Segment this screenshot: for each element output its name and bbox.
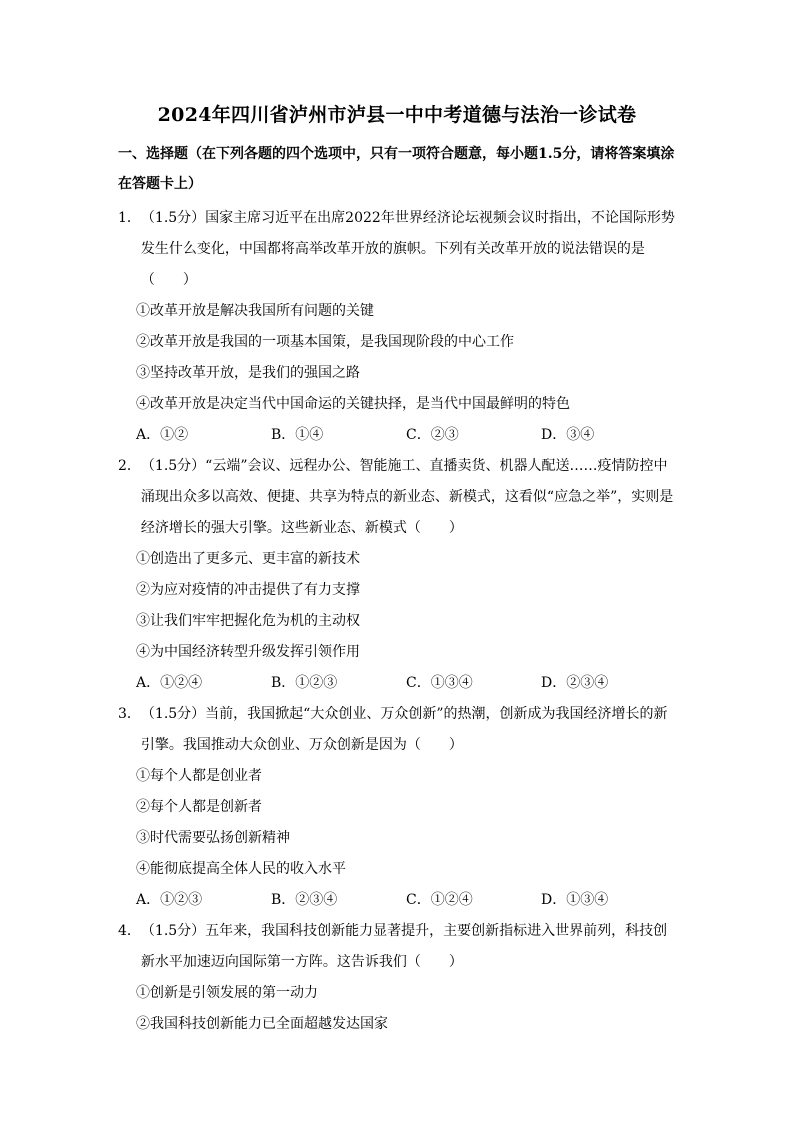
answer-option: D．①③④ [541,892,609,908]
question [118,916,676,1040]
question-text: （1.5分）五年来，我国科技创新能力显著提升，主要创新指标进入世界前列，科技创新水平加速迈向国际第一方阵。这告诉我们（ ） [140,923,668,970]
statement-item: ②为应对疫情的冲击提供了有力支撑 [136,582,360,598]
statement-item: ①每个人都是创业者 [136,768,262,784]
statement-item: ③让我们牢牢把握化危为机的主动权 [136,613,360,629]
answer-options [118,885,676,916]
question-number: 1． [118,210,141,226]
answer-option: A．①②④ [136,675,203,691]
statement-item: ②改革开放是我国的一项基本国策，是我国现阶段的中心工作 [136,334,514,350]
question-list [118,203,676,1040]
answer-option: A．①② [136,427,189,443]
statement-item: ①创造出了更多元、更丰富的新技术 [136,551,360,567]
answer-option: B．②③④ [271,892,338,908]
question-stem [118,451,676,544]
question [118,451,676,699]
question-number: 2． [118,458,141,474]
answer-options [118,668,676,699]
question [118,699,676,916]
question-stem [118,916,676,978]
answer-options [118,420,676,451]
statement-item: ②每个人都是创新者 [136,799,262,815]
question-stem [118,699,676,761]
statement-item: ④为中国经济转型升级发挥引领作用 [136,644,360,660]
question [118,203,676,451]
statement-item: ①改革开放是解决我国所有问题的关键 [136,303,374,319]
section-header: 一、选择题（在下列各题的四个选项中，只有一项符合题意，每小题1.5分，请将答案填涂在答题卡上） [118,146,675,192]
question-text: （1.5分）“云端”会议、远程办公、智能施工、直播卖货、机器人配送……疫情防控中涌现出众多以高效、便捷、共享为特点的新业态、新模式，这看似“应急之举”，实则是经济增长的强大引擎。这些新业态、新模式（ ） [140,458,674,536]
question-number: 4． [118,923,141,939]
answer-option: C．②③ [406,427,459,443]
statement-item: ③时代需要弘扬创新精神 [136,830,290,846]
question-stem [118,203,676,296]
answer-option: A．①②③ [136,892,203,908]
statement-item: ③坚持改革开放，是我们的强国之路 [136,365,360,381]
question-number: 3． [118,706,141,722]
statement-item: ②我国科技创新能力已全面超越发达国家 [136,1016,388,1032]
question-text: （1.5分）国家主席习近平在出席2022年世界经济论坛视频会议时指出，不论国际形势发生什么变化，中国都将高举改革开放的旗帜。下列有关改革开放的说法错误的是（ ） [140,210,675,288]
answer-option: D．②③④ [541,675,609,691]
answer-option: C．①②④ [406,892,473,908]
answer-option: B．①④ [271,427,324,443]
statement-item: ④能彻底提高全体人民的收入水平 [136,861,346,877]
statement-item: ①创新是引领发展的第一动力 [136,985,318,1001]
answer-option: B．①②③ [271,675,338,691]
answer-option: D．③④ [541,427,595,443]
exam-title: 2024年四川省泸州市泸县一中中考道德与法治一诊试卷 [157,104,637,126]
statement-item: ④改革开放是决定当代中国命运的关键抉择，是当代中国最鲜明的特色 [136,396,570,412]
question-text: （1.5分）当前，我国掀起“大众创业、万众创新”的热潮，创新成为我国经济增长的新引擎。我国推动大众创业、万众创新是因为（ ） [140,706,668,753]
answer-option: C．①③④ [406,675,473,691]
